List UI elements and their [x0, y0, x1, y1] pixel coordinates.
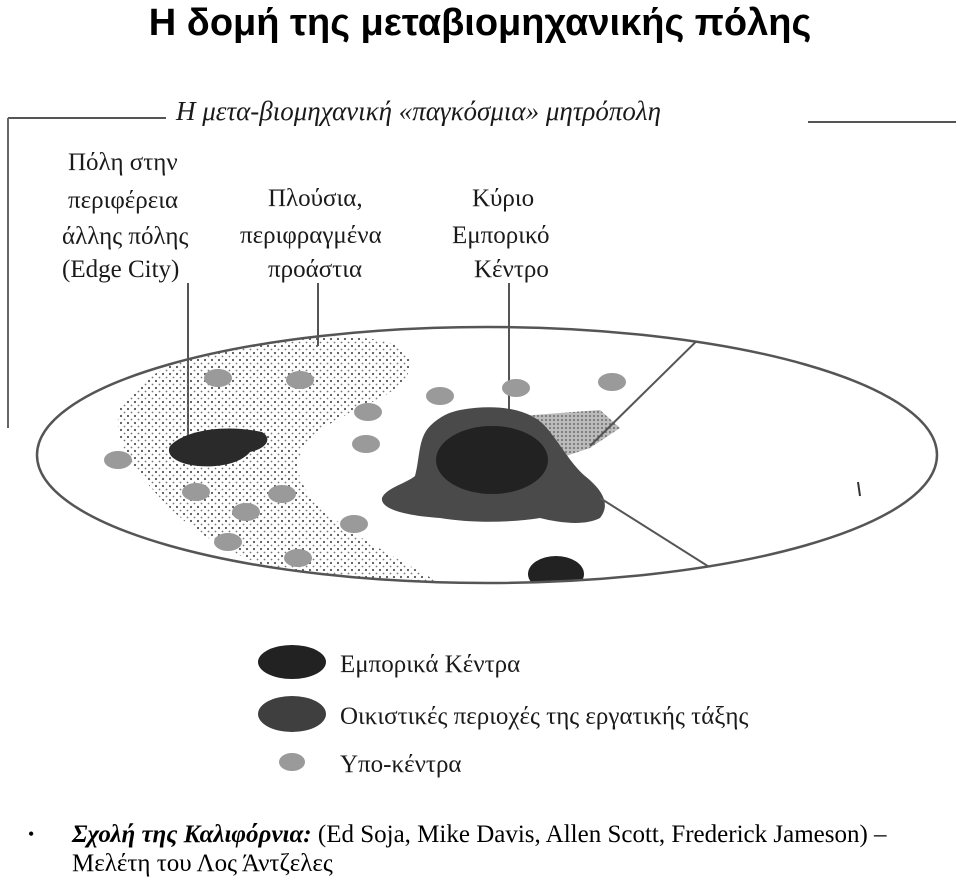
subcenter — [232, 503, 260, 521]
subcenter — [502, 379, 530, 397]
metropolis-diagram — [0, 78, 960, 810]
subcenter — [214, 533, 242, 551]
subcenter — [598, 373, 626, 391]
caption-bullet: • — [28, 824, 35, 844]
suburbs-line-2: περιφραγμένα — [240, 222, 382, 249]
caption-text: (Ed Soja, Mike Davis, Allen Scott, Frederick Jameson) – Μελέτη του Λος Άντζελες — [72, 821, 887, 877]
suburbs-label — [240, 185, 382, 283]
south-commercial-center — [528, 556, 584, 592]
slide-title: Η δομή της μεταβιομηχανικής πόλης — [148, 2, 812, 44]
subcenter — [204, 369, 232, 387]
small-mark — [858, 482, 860, 496]
edge-city-line-1: Πόλη στην — [68, 149, 178, 176]
legend-swatch-commercial — [258, 645, 326, 679]
subcenter — [104, 451, 132, 469]
legend-label-commercial: Εμπορικά Κέντρα — [340, 651, 521, 678]
edge-city-line-4: (Edge City) — [62, 256, 180, 283]
edge-city-label — [62, 149, 188, 283]
sector-line-lower — [600, 498, 790, 618]
subcenter — [340, 515, 368, 533]
subcenter — [268, 485, 296, 503]
legend-swatch-subcenter — [279, 753, 305, 771]
edge-city-line-2: περιφέρεια — [68, 187, 179, 214]
legend-label-subcenter: Υπο-κέντρα — [340, 751, 462, 778]
caption — [28, 820, 948, 878]
subcenter — [284, 549, 312, 567]
suburbs-line-3: προάστια — [268, 256, 363, 283]
legend-label-working-class: Οικιστικές περιοχές της εργατικής τάξης — [340, 703, 749, 730]
subcenter — [352, 435, 380, 453]
suburban-dotted-band — [118, 336, 440, 593]
subcenter — [182, 483, 210, 501]
caption-lead: Σχολή της Καλιφόρνια: — [72, 821, 312, 848]
caption-text-block — [72, 820, 948, 878]
suburbs-line-1: Πλούσια, — [268, 185, 363, 212]
cbd-label — [452, 185, 550, 283]
subcenter — [354, 403, 382, 421]
legend-swatch-working-class — [258, 696, 326, 732]
cbd-line-1: Κύριο — [472, 185, 535, 212]
cbd-commercial-core — [436, 426, 548, 494]
figure-title: Η μετα-βιομηχανική «παγκόσμια» μητρόπολη — [176, 96, 662, 126]
legend — [258, 645, 749, 778]
subcenter — [426, 387, 454, 405]
cbd-line-3: Κέντρο — [474, 256, 549, 283]
subcenter — [286, 371, 314, 389]
cbd-line-2: Εμπορικό — [452, 222, 550, 249]
metropolis-area — [104, 318, 790, 618]
edge-city-line-3: άλλης πόλης — [62, 223, 189, 250]
